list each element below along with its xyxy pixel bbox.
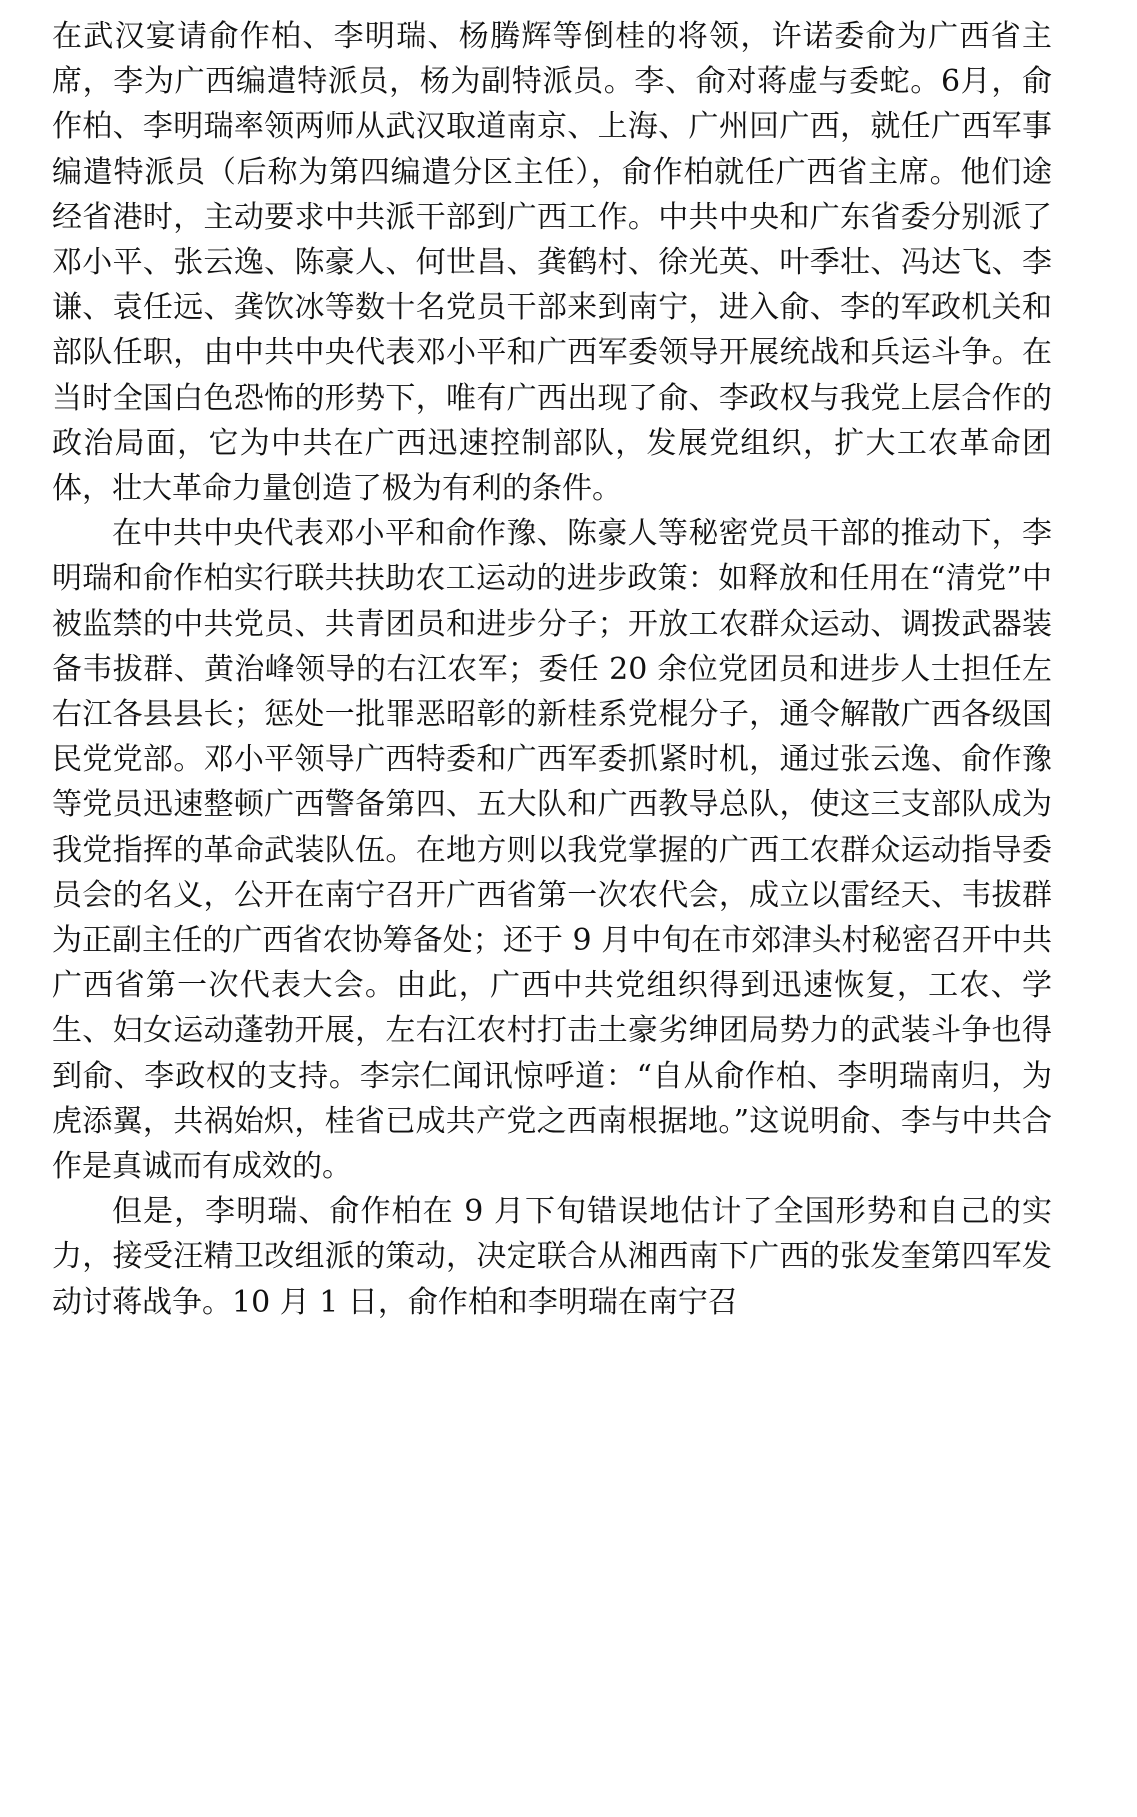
body-text [52, 14, 1052, 1325]
paragraph-continued: 在武汉宴请俞作柏、李明瑞、杨腾辉等倒桂的将领，许诺委俞为广西省主席，李为广西编遣特派员，杨为副特派员。李、俞对蒋虚与委蛇。6月，俞作柏、李明瑞率领两师从武汉取道南京、上海、广州回广西，就任广西军事编遣特派员（后称为第四编遣分区主任），俞作柏就任广西省主席。他们途经省港时，主动要求中共派干部到广西工作。中共中央和广东省委分别派了邓小平、张云逸、陈豪人、何世昌、龚鹤村、徐光英、叶季壮、冯达飞、李谦、袁任远、龚饮冰等数十名党员干部来到南宁，进入俞、李的军政机关和部队任职，由中共中央代表邓小平和广西军委领导开展统战和兵运斗争。在当时全国白色恐怖的形势下，唯有广西出现了俞、李政权与我党上层合作的政治局面，它为中共在广西迅速控制部队，发展党组织，扩大工农革命团体，壮大革命力量创造了极为有利的条件。 [52, 19, 1052, 507]
paragraph: 但是，李明瑞、俞作柏在 9 月下旬错误地估计了全国形势和自己的实力，接受汪精卫改组派的策动，决定联合从湘西南下广西的张发奎第四军发动讨蒋战争。10 月 1 日，俞作柏和李明瑞在南宁召 [52, 1194, 1052, 1320]
paragraph: 在中共中央代表邓小平和俞作豫、陈豪人等秘密党员干部的推动下，李明瑞和俞作柏实行联共扶助农工运动的进步政策：如释放和任用在“清党”中被监禁的中共党员、共青团员和进步分子；开放工农群众运动、调拨武器装备韦拔群、黄治峰领导的右江农军；委任 20 余位党团员和进步人士担任左右江各县县长；惩处一批罪恶昭彰的新桂系党棍分子，通令解散广西各级国民党党部。邓小平领导广西特委和广西军委抓紧时机，通过张云逸、俞作豫等党员迅速整顿广西警备第四、五大队和广西教导总队，使这三支部队成为我党指挥的革命武装队伍。在地方则以我党掌握的广西工农群众运动指导委员会的名义，公开在南宁召开广西省第一次农代会，成立以雷经天、韦拔群为正副主任的广西省农协筹备处；还于 9 月中旬在市郊津头村秘密召开中共广西省第一次代表大会。由此，广西中共党组织得到迅速恢复，工农、学生、妇女运动蓬勃开展，左右江农村打击土豪劣绅团局势力的武装斗争也得到俞、李政权的支持。李宗仁闻讯惊呼道：“自从俞作柏、李明瑞南归，为虎添翼，共祸始炽，桂省已成共产党之西南根据地。”这说明俞、李与中共合作是真诚而有成效的。 [52, 516, 1052, 1185]
